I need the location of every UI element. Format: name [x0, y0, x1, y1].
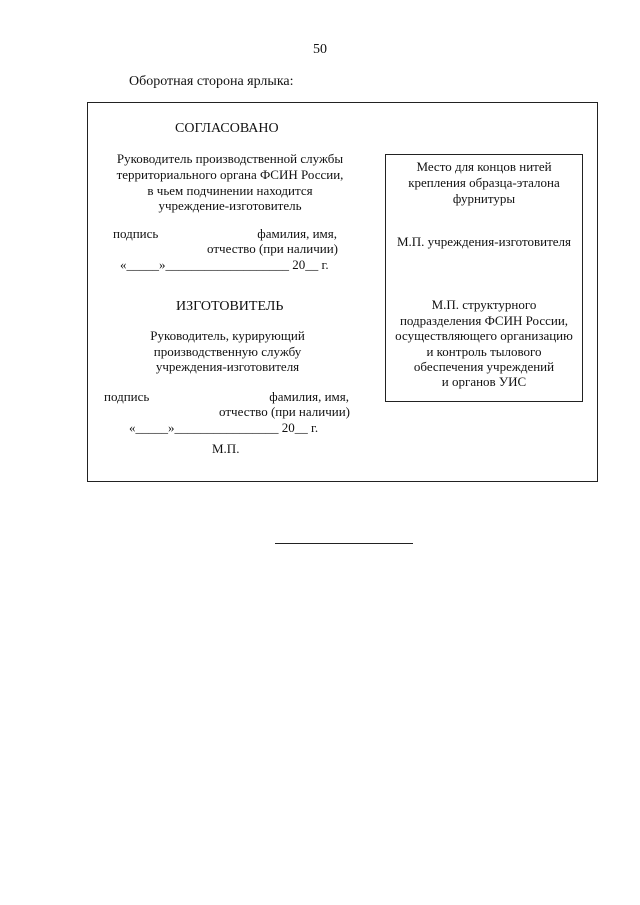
manufacturer-desc-line-2: производственную службу	[153, 344, 302, 359]
manufacturer-date-line: «_____»________________ 20__ г.	[129, 420, 319, 435]
stamp-fsin-line-3: осуществляющего организацию	[395, 328, 573, 343]
place-line-3: фурнитуры	[452, 191, 516, 206]
stamp-fsin-line-5: обеспечения учреждений	[413, 359, 555, 374]
approved-heading: СОГЛАСОВАНО	[175, 121, 279, 136]
approved-desc-line-2: территориального органа ФСИН России,	[116, 167, 344, 182]
manufacturer-name-line-1: фамилия, имя,	[269, 389, 349, 404]
subtitle: Оборотная сторона ярлыка:	[129, 74, 294, 89]
place-line-2: крепления образца-эталона	[408, 175, 560, 190]
stamp-fsin-line-4: и контроль тылового	[426, 344, 542, 359]
manufacturer-stamp: М.П.	[212, 441, 240, 456]
approved-desc-line-4: учреждение-изготовитель	[158, 198, 302, 213]
stamp-fsin-line-6: и органов УИС	[441, 374, 527, 389]
approved-desc-line-1: Руководитель производственной службы	[116, 151, 344, 166]
approved-name-line-1: фамилия, имя,	[257, 226, 337, 241]
approved-date-line: «_____»___________________ 20__ г.	[120, 257, 329, 272]
approved-desc-line-3: в чьем подчинении находится	[147, 183, 313, 198]
stamp-fsin-line-2: подразделения ФСИН России,	[399, 313, 569, 328]
manufacturer-name-line-2: отчество (при наличии)	[219, 404, 350, 419]
manufacturer-desc-line-1: Руководитель, курирующий	[150, 328, 305, 343]
manufacturer-heading: ИЗГОТОВИТЕЛЬ	[176, 299, 284, 314]
manufacturer-desc-line-3: учреждения-изготовителя	[155, 359, 300, 374]
page-number: 50	[313, 42, 327, 57]
end-separator-line	[275, 543, 413, 544]
stamp-fsin-line-1: М.П. структурного	[431, 297, 537, 312]
stamp-manufacturer: М.П. учреждения-изготовителя	[396, 234, 572, 249]
approved-name-line-2: отчество (при наличии)	[207, 241, 338, 256]
approved-signature-label: подпись	[113, 226, 159, 241]
place-line-1: Место для концов нитей	[416, 159, 552, 174]
manufacturer-signature-label: подпись	[104, 389, 150, 404]
